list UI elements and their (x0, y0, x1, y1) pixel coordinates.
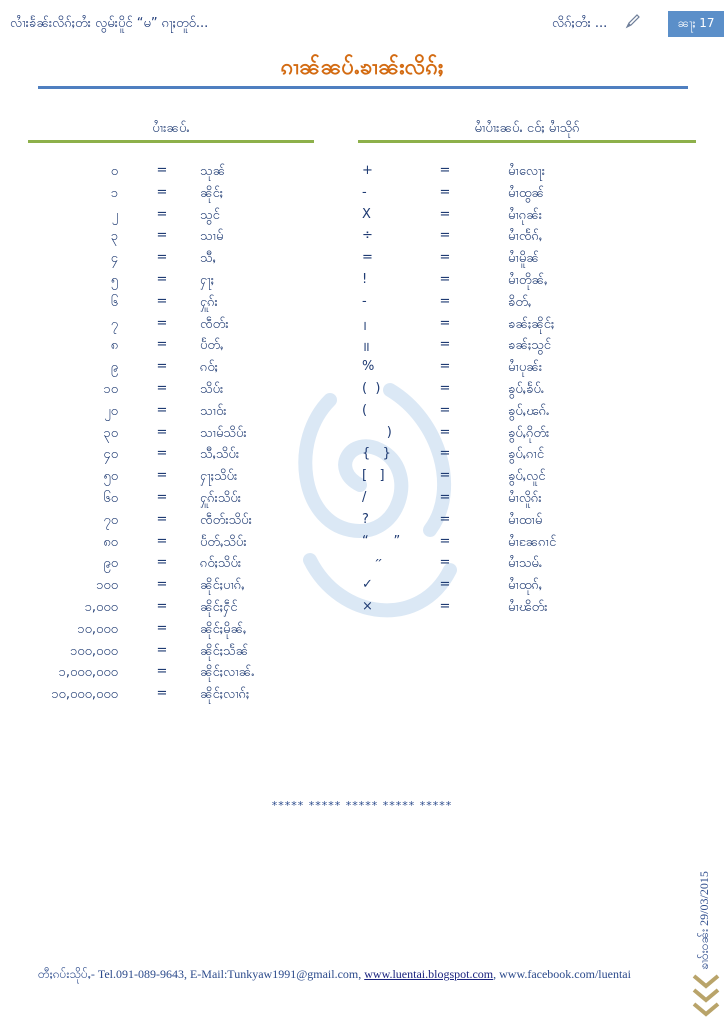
number-word-cell: ၼိုင်ႈပၢၵ်ႇ (200, 578, 245, 594)
equals-cell: = (156, 381, 168, 396)
number-cell: ၄ (110, 251, 118, 267)
equals-cell: = (439, 250, 451, 266)
symbol-cell: ! (362, 272, 368, 287)
symbol-cell: × (362, 599, 373, 614)
symbol-name-cell: ၶွပ်ႇၽၵ်ႉ (508, 403, 550, 419)
equals-cell: = (156, 511, 168, 527)
equals-cell: = (439, 337, 451, 353)
symbol-cell: - (362, 293, 367, 309)
table-row (0, 446, 724, 468)
table-row (0, 621, 724, 643)
number-cell: ၀ (110, 164, 118, 179)
table-row (0, 664, 724, 686)
equals-cell: = (156, 424, 168, 440)
number-cell: ၁ (110, 185, 118, 201)
symbol-name-cell: မၢႆသမ်ႉ (508, 556, 543, 572)
header-left-text: လၢႆးၶႅၼ်းလိၵ်ႈတႆး လွမ်းပိူင် “မ” ၵႃႈတူဝ်... (10, 16, 209, 31)
equals-cell: = (156, 686, 168, 702)
equals-cell: = (439, 577, 451, 593)
equals-cell: = (156, 620, 168, 636)
number-word-cell: ႁႃႈ (200, 273, 215, 288)
equals-cell: = (156, 184, 168, 200)
symbol-name-cell: မၢႆၵုၼ်း (508, 207, 543, 223)
date-text: ၶၢဝ်းဝၼ်း 29/03/2015 (697, 871, 711, 970)
symbol-cell: ( ) (362, 381, 381, 396)
symbol-cell: X (362, 206, 371, 222)
equals-cell: = (156, 599, 168, 614)
number-word-cell: သုၼ် (200, 164, 226, 179)
number-cell: ၁၀၀,၀၀၀ (69, 643, 118, 659)
separator-stars: ***** ***** ***** ***** ***** (271, 799, 453, 812)
number-word-cell: သၢမ်သိပ်း (200, 425, 247, 441)
table-row (0, 185, 724, 207)
number-cell: ၁၀ (103, 382, 118, 397)
equals-cell: = (156, 577, 168, 593)
number-cell: ၄၀ (103, 447, 118, 463)
table-row (0, 577, 724, 599)
number-word-cell: ၵဝ်ႈသိပ်း (200, 556, 242, 572)
number-cell: ၃၀ (103, 425, 118, 441)
equals-cell: = (156, 293, 168, 309)
symbol-name-cell: ၶွပ်ႇၵၢင် (508, 447, 545, 463)
number-word-cell: ၸဵတ်း (200, 316, 229, 332)
equals-cell: = (156, 642, 168, 658)
table-row (0, 163, 724, 185)
symbol-cell: % (362, 359, 375, 375)
equals-cell: = (439, 359, 451, 375)
number-word-cell: ၼိုင်ႈႁဵင် (200, 600, 238, 615)
number-cell: ၂၀ (104, 403, 118, 419)
number-cell: ၁,၀၀၀ (84, 600, 118, 615)
table-row (0, 228, 724, 250)
symbol-cell: / (362, 490, 367, 505)
equals-cell: = (439, 468, 451, 484)
symbol-name-cell: မၢႆၸႅၵ်ႇ (508, 229, 543, 245)
number-cell: ၉၀ (103, 556, 118, 572)
blog-link[interactable]: www.luentai.blogspot.com (364, 967, 494, 981)
symbol-cell: ॥ (362, 340, 370, 356)
footer-contact (38, 966, 631, 984)
equals-cell: = (156, 402, 168, 418)
equals-cell: = (439, 163, 451, 178)
table-row (0, 425, 724, 447)
number-word-cell: သွင် (200, 207, 220, 223)
equals-cell: = (439, 533, 451, 549)
number-word-cell: သၢဝ်း (200, 403, 227, 419)
equals-cell: = (439, 511, 451, 527)
equals-cell: = (156, 337, 168, 353)
number-cell: ၈ (110, 338, 118, 354)
chevron-down-icon (692, 970, 720, 1024)
right-column-heading: မၢႆပၢႆးၼပ်ႉ ငဝ်ႈ မၢႆသိုၵ် (474, 121, 580, 136)
symbol-name-cell: မၢႆၼႄၵၢင် (508, 534, 557, 550)
equals-cell: = (156, 446, 168, 462)
symbol-cell: { } (362, 446, 391, 462)
page-number-badge: ၼႃႈ 17 (668, 11, 724, 37)
number-cell: ၉ (110, 360, 118, 376)
number-cell: ၅ (110, 273, 118, 288)
symbol-name-cell: မၢႆတိုၼ်ႇ (508, 273, 548, 288)
equals-cell: = (156, 228, 168, 244)
footer-prefix: တီႈၵပ်းသိုပ်ႇ- Tel.091-089-9643, E-Mail:Tunkyaw1991@gmail.com, (38, 967, 362, 981)
symbol-name-cell: မၢႆပုၼ်း (508, 360, 543, 376)
pencil-icon (624, 12, 642, 30)
number-cell: ၆၀ (103, 491, 118, 506)
symbol-name-cell: မၢႆမိူၼ် (508, 251, 539, 267)
equals-cell: = (439, 315, 451, 331)
equals-cell: = (439, 599, 451, 614)
equals-cell: = (439, 446, 451, 462)
symbol-cell: + (362, 163, 373, 178)
number-word-cell: သီႇသိပ်း (200, 447, 240, 463)
number-cell: ၈၀ (103, 534, 118, 550)
table-row (0, 512, 724, 534)
symbol-cell: [ ] (362, 468, 385, 484)
number-word-cell: ၼိုင်ႈလၢၼ်ႉ (200, 665, 255, 681)
table-row (0, 359, 724, 381)
title-divider (38, 86, 688, 89)
number-cell: ၁၀၀ (96, 578, 118, 594)
number-word-cell: ၼိုင်ႈမိုၼ်ႇ (200, 621, 247, 637)
number-cell: ၁၀,၀၀၀ (77, 621, 118, 637)
symbol-cell: ✓ (362, 577, 373, 593)
symbol-name-cell: မၢႆထွၼ် (508, 185, 545, 201)
equals-cell: = (439, 381, 451, 396)
header-right-text: လိၵ်ႈတႆး ... (552, 16, 608, 31)
number-word-cell: သီႇ (200, 251, 216, 267)
table-row (0, 381, 724, 403)
equals-cell: = (439, 424, 451, 440)
equals-cell: = (156, 315, 168, 331)
number-cell: ၆ (110, 294, 118, 310)
symbol-cell: । (362, 318, 367, 334)
equals-cell: = (439, 228, 451, 244)
number-cell: ၁၀,၀၀၀,၀၀၀ (51, 687, 118, 703)
facebook-text[interactable]: , www.facebook.com/luentai (493, 967, 631, 981)
symbol-name-cell: ၶိတ်ႇ (508, 294, 532, 310)
symbol-name-cell: မၢႆထုၵ်ႇ (508, 578, 543, 594)
date-stamp (696, 830, 720, 970)
left-heading-divider (28, 140, 314, 143)
equals-cell: = (156, 359, 168, 375)
equals-cell: = (439, 490, 451, 505)
table-row (0, 294, 724, 316)
table-row (0, 337, 724, 359)
table-row (0, 686, 724, 708)
symbol-cell: - (362, 184, 367, 200)
equals-cell: = (439, 402, 451, 418)
symbol-cell: ÷ (362, 228, 373, 244)
equals-cell: = (439, 293, 451, 309)
symbol-name-cell: မၢႆၽိတ်း (508, 600, 548, 615)
number-cell: ၁,၀၀၀,၀၀၀ (58, 665, 118, 681)
number-word-cell: ႁူၵ်းသိပ်း (200, 491, 242, 506)
number-word-cell: ၸဵတ်းသိပ်း (200, 512, 252, 528)
number-word-cell: ႁူၵ်း (200, 294, 218, 310)
equals-cell: = (439, 555, 451, 571)
equals-cell: = (156, 206, 168, 222)
number-cell: ၂ (111, 207, 118, 223)
number-cell: ၃ (110, 229, 118, 245)
equals-cell: = (156, 490, 168, 505)
equals-cell: = (156, 250, 168, 266)
symbol-name-cell: မၢႆထၢမ် (508, 512, 543, 528)
symbol-name-cell: ၶၼ်ႈသွင် (508, 338, 552, 354)
table-row (0, 272, 724, 294)
number-word-cell: ပႅတ်ႇသိပ်း (200, 534, 247, 550)
symbol-name-cell: မၢႆလေႃး (508, 164, 546, 179)
number-cell: ၇ (110, 316, 118, 332)
right-heading-divider (358, 140, 696, 143)
symbol-name-cell: ၶွပ်ႇလူင် (508, 469, 546, 485)
symbol-cell: ״ (362, 555, 383, 571)
number-word-cell: သၢမ် (200, 229, 224, 245)
symbol-cell: = (362, 250, 373, 266)
table-row (0, 534, 724, 556)
number-word-cell: သိပ်း (200, 382, 224, 397)
equals-cell: = (439, 206, 451, 222)
number-word-cell: ႁႃႈသိပ်း (200, 469, 238, 485)
equals-cell: = (439, 184, 451, 200)
symbol-cell: ( (362, 402, 368, 418)
page-title: ၵၢၼ်ၼပ်ႉၶၢၼ်းလိၵ်ႈ (280, 55, 444, 80)
symbol-cell: “ ” (362, 533, 401, 549)
table-row (0, 316, 724, 338)
number-cell: ၇၀ (103, 512, 118, 528)
number-word-cell: ၼိုင်ႈသႅၼ် (200, 643, 249, 659)
equals-cell: = (156, 664, 168, 680)
table-row (0, 403, 724, 425)
equals-cell: = (156, 272, 168, 287)
table-row (0, 599, 724, 621)
table-row (0, 207, 724, 229)
number-cell: ၅၀ (103, 469, 118, 485)
equals-cell: = (439, 272, 451, 287)
symbol-cell: ) (362, 424, 392, 440)
left-column-heading: ပၢႆးၼပ်ႉ (152, 121, 190, 136)
symbol-name-cell: ၶွပ်ႇၶႅပ်ႉ (508, 382, 545, 397)
number-word-cell: ၼိုင်ႈ (200, 185, 224, 201)
table-row (0, 250, 724, 272)
table-row (0, 643, 724, 665)
table-row (0, 555, 724, 577)
equals-cell: = (156, 555, 168, 571)
number-word-cell: ၵဝ်ႈ (200, 360, 218, 376)
symbol-cell: ? (362, 511, 369, 527)
symbol-name-cell: ၶွပ်ႇၵိုတ်း (508, 425, 550, 441)
number-word-cell: ၼိုင်ႈလၢၵ်ႈ (200, 687, 250, 703)
equals-cell: = (156, 468, 168, 484)
equals-cell: = (156, 163, 168, 178)
table-row (0, 468, 724, 490)
number-word-cell: ပႅတ်ႇ (200, 338, 224, 354)
table-row (0, 490, 724, 512)
symbol-name-cell: မၢႆလိူၵ်း (508, 491, 542, 506)
equals-cell: = (156, 533, 168, 549)
symbol-name-cell: ၶၼ်ႈၼိုင်ႈ (508, 316, 555, 332)
